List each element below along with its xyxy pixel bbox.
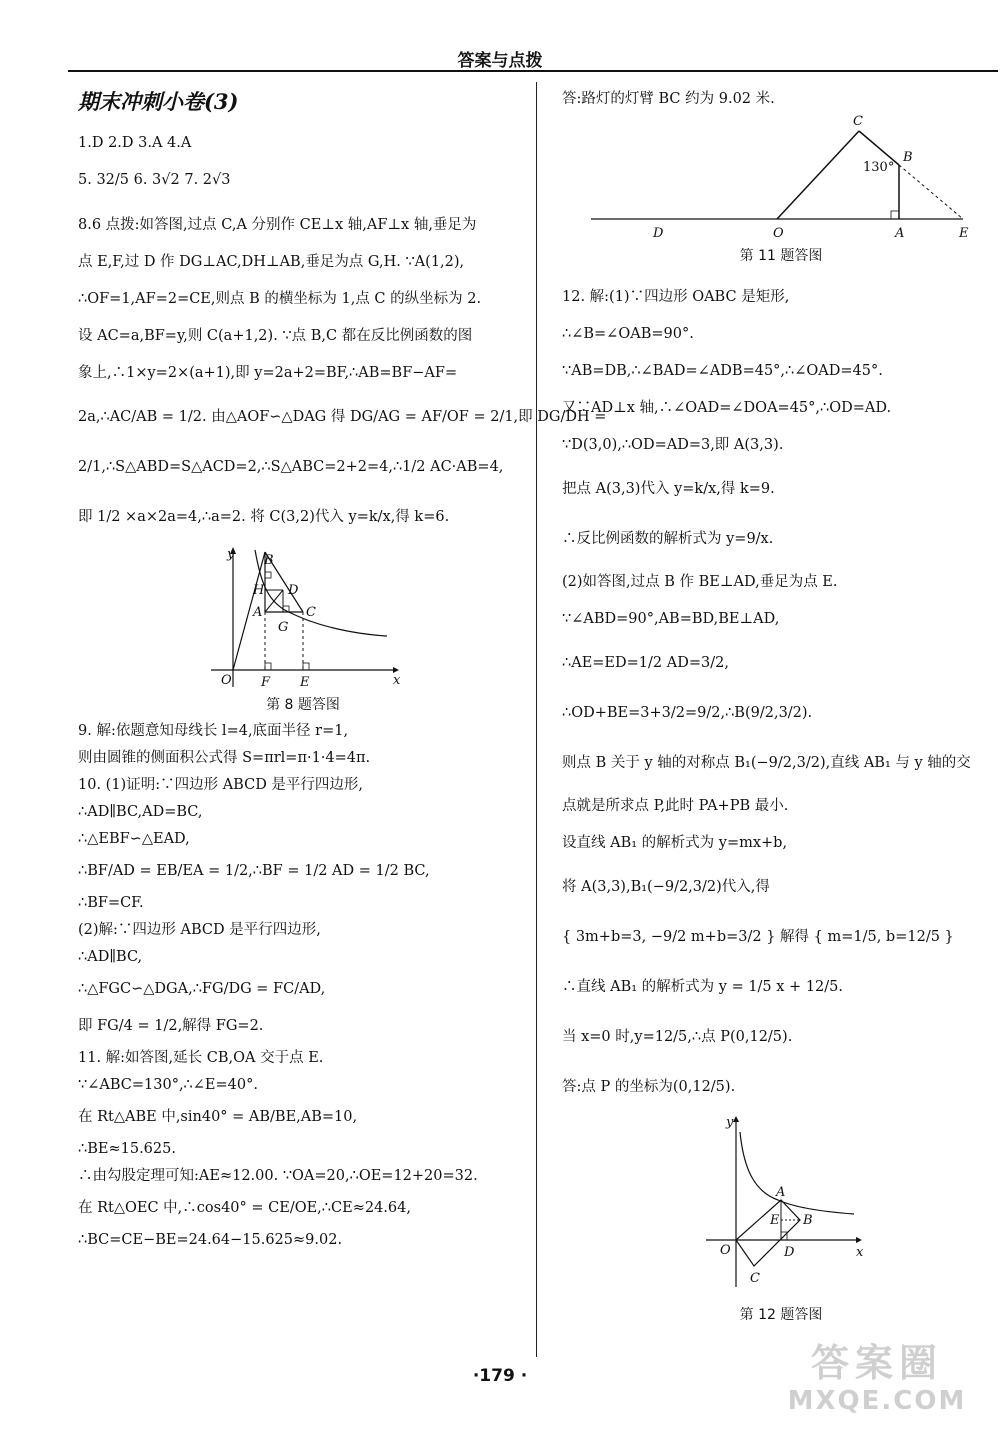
answer-line: ∴BF/AD = EB/EA = 1/2,∴BF = 1/2 AD = 1/2 BC, [78, 863, 430, 879]
answer-line: 2/1,∴S△ABD=S△ACD=2,∴S△ABC=2+2=4,∴1/2 AC·AB=4, [78, 459, 504, 475]
figure-12-diagram [696, 1112, 866, 1302]
answer-line: 答:路灯的灯臂 BC 约为 9.02 米. [562, 91, 775, 107]
fig8-label: H [253, 583, 265, 598]
answer-line: 11. 解:如答图,延长 CB,OA 交于点 E. [78, 1050, 324, 1066]
answer-line: (2)如答图,过点 B 作 BE⊥AD,垂足为点 E. [562, 574, 838, 590]
answer-line: 2a,∴AC/AB = 1/2. 由△AOF∽△DAG 得 DG/AG = AF/OF = 2/1,即 DG/DH = [78, 409, 607, 425]
answer-line: 设 AC=a,BF=y,则 C(a+1,2). ∵点 B,C 都在反比例函数的图 [78, 328, 473, 344]
answer-line: ∴AD∥BC,AD=BC, [78, 804, 203, 820]
answer-line: ∴∠B=∠OAB=90°. [562, 326, 694, 342]
answer-line: ∴AE=ED=1/2 AD=3/2, [562, 655, 729, 671]
answer-line: 9. 解:依题意知母线长 l=4,底面半径 r=1, [78, 723, 349, 739]
fig8-label: y [227, 547, 235, 562]
page-number: ·179 · [472, 1366, 528, 1386]
fig11-label: O [773, 226, 784, 241]
header-rule [68, 70, 998, 72]
answer-line: ∴OD+BE=3+3/2=9/2,∴B(9/2,3/2). [562, 705, 813, 721]
answer-line: ∴△EBF∽△EAD, [78, 831, 190, 847]
column-divider [536, 82, 537, 1357]
answer-line: 即 FG/4 = 1/2,解得 FG=2. [78, 1018, 264, 1034]
fig8-label: O [221, 673, 232, 688]
answer-line: 12. 解:(1)∵四边形 OABC 是矩形, [562, 289, 790, 305]
fig8-label: F [261, 675, 271, 690]
fig12-label: E [770, 1213, 780, 1228]
answer-line: ∴△FGC∽△DGA,∴FG/DG = FC/AD, [78, 981, 326, 997]
answer-line: 把点 A(3,3)代入 y=k/x,得 k=9. [562, 481, 775, 497]
fig8-label: C [306, 605, 316, 620]
fig12-label: A [776, 1185, 786, 1200]
fig11-label: C [853, 114, 863, 129]
fig11-label: D [653, 226, 664, 241]
answer-line: 设直线 AB₁ 的解析式为 y=mx+b, [562, 835, 788, 851]
answer-line: 在 Rt△OEC 中,∴cos40° = CE/OE,∴CE≈24.64, [78, 1200, 411, 1216]
answer-line: ∴直线 AB₁ 的解析式为 y = 1/5 x + 12/5. [562, 979, 843, 995]
answer-line: 即 1/2 ×a×2a=4,∴a=2. 将 C(3,2)代入 y=k/x,得 k=6. [78, 509, 450, 525]
fig12-label: x [856, 1245, 864, 1260]
answer-line: 将 A(3,3),B₁(−9/2,3/2)代入,得 [562, 879, 770, 895]
right-column [562, 86, 1000, 1328]
answer-line: 点 E,F,过 D 作 DG⊥AC,DH⊥AB,垂足为点 G,H. ∵A(1,2), [78, 254, 465, 270]
answer-line: ∴AD∥BC, [78, 949, 143, 965]
fig11-label: 130° [863, 160, 895, 175]
fig8-label: A [253, 605, 263, 620]
answer-line: ∴BF=CF. [78, 895, 144, 911]
watermark-logo [772, 1340, 982, 1422]
figure-11-diagram [591, 113, 971, 243]
answer-line: 1.D 2.D 3.A 4.A [78, 135, 192, 151]
answer-line: 当 x=0 时,y=12/5,∴点 P(0,12/5). [562, 1029, 793, 1045]
fig12-label: O [720, 1243, 731, 1258]
fig11-label: E [959, 226, 969, 241]
fig11-label: B [903, 150, 913, 165]
answer-line: ∴由勾股定理可知:AE≈12.00. ∵OA=20,∴OE=12+20=32. [78, 1168, 478, 1184]
fig8-label: E [300, 675, 310, 690]
fig12-label: y [726, 1115, 734, 1130]
fig8-label: D [288, 583, 299, 598]
figure-11-caption: 第 11 题答图 [739, 248, 823, 264]
answer-line: 则点 B 关于 y 轴的对称点 B₁(−9/2,3/2),直线 AB₁ 与 y 轴的交 [562, 755, 971, 771]
answer-line: ∴反比例函数的解析式为 y=9/x. [562, 531, 774, 547]
answer-line: 在 Rt△ABE 中,sin40° = AB/BE,AB=10, [78, 1109, 358, 1125]
watermark-text: 答案圈 [810, 1341, 943, 1385]
answer-line: ∴BC=CE−BE=24.64−15.625≈9.02. [78, 1232, 343, 1248]
answer-line: 点就是所求点 P,此时 PA+PB 最小. [562, 798, 789, 814]
answer-line: 又∵AD⊥x 轴,∴∠OAD=∠DOA=45°,∴OD=AD. [562, 400, 892, 416]
answer-line: 象上,∴1×y=2×(a+1),即 y=2a+2=BF,∴AB=BF−AF= [78, 365, 458, 381]
answer-line: 10. (1)证明:∵四边形 ABCD 是平行四边形, [78, 777, 364, 793]
left-column [78, 86, 607, 1254]
section-title: 期末冲刺小卷(3) [78, 89, 239, 114]
figure-8-caption: 第 8 题答图 [266, 697, 340, 713]
answer-line: 则由圆锥的侧面积公式得 S=πrl=π·1·4=4π. [78, 750, 371, 766]
answer-line: { 3m+b=3, −9/2 m+b=3/2 } 解得 { m=1/5, b=12/5 } [562, 929, 954, 945]
answer-line: ∴BE≈15.625. [78, 1141, 176, 1157]
answer-line: ∵∠ABC=130°,∴∠E=40°. [78, 1077, 258, 1093]
answer-line: 8.6 点拨:如答图,过点 C,A 分别作 CE⊥x 轴,AF⊥x 轴,垂足为 [78, 217, 477, 233]
answer-line: 5. 32/5 6. 3√2 7. 2√3 [78, 172, 231, 188]
watermark-url: MXQE.COM [787, 1386, 967, 1416]
fig8-label: G [278, 620, 289, 635]
fig11-label: A [895, 226, 905, 241]
fig12-label: B [803, 1213, 813, 1228]
answer-line: (2)解:∵四边形 ABCD 是平行四边形, [78, 922, 321, 938]
fig12-label: C [750, 1271, 760, 1286]
answer-line: ∵D(3,0),∴OD=AD=3,即 A(3,3). [562, 437, 784, 453]
answer-line: ∴OF=1,AF=2=CE,则点 B 的横坐标为 1,点 C 的纵坐标为 2. [78, 291, 482, 307]
answer-line: ∵AB=DB,∴∠BAD=∠ADB=45°,∴∠OAD=45°. [562, 363, 883, 379]
page-header-title: 答案与点拨 [457, 51, 543, 71]
answer-line: ∵∠ABD=90°,AB=BD,BE⊥AD, [562, 611, 780, 627]
fig8-label: x [393, 673, 401, 688]
figure-8-diagram [203, 542, 403, 692]
answer-line: 答:点 P 的坐标为(0,12/5). [562, 1079, 736, 1095]
fig12-label: D [784, 1245, 795, 1260]
fig8-label: B [264, 553, 274, 568]
figure-12-caption: 第 12 题答图 [739, 1307, 823, 1323]
